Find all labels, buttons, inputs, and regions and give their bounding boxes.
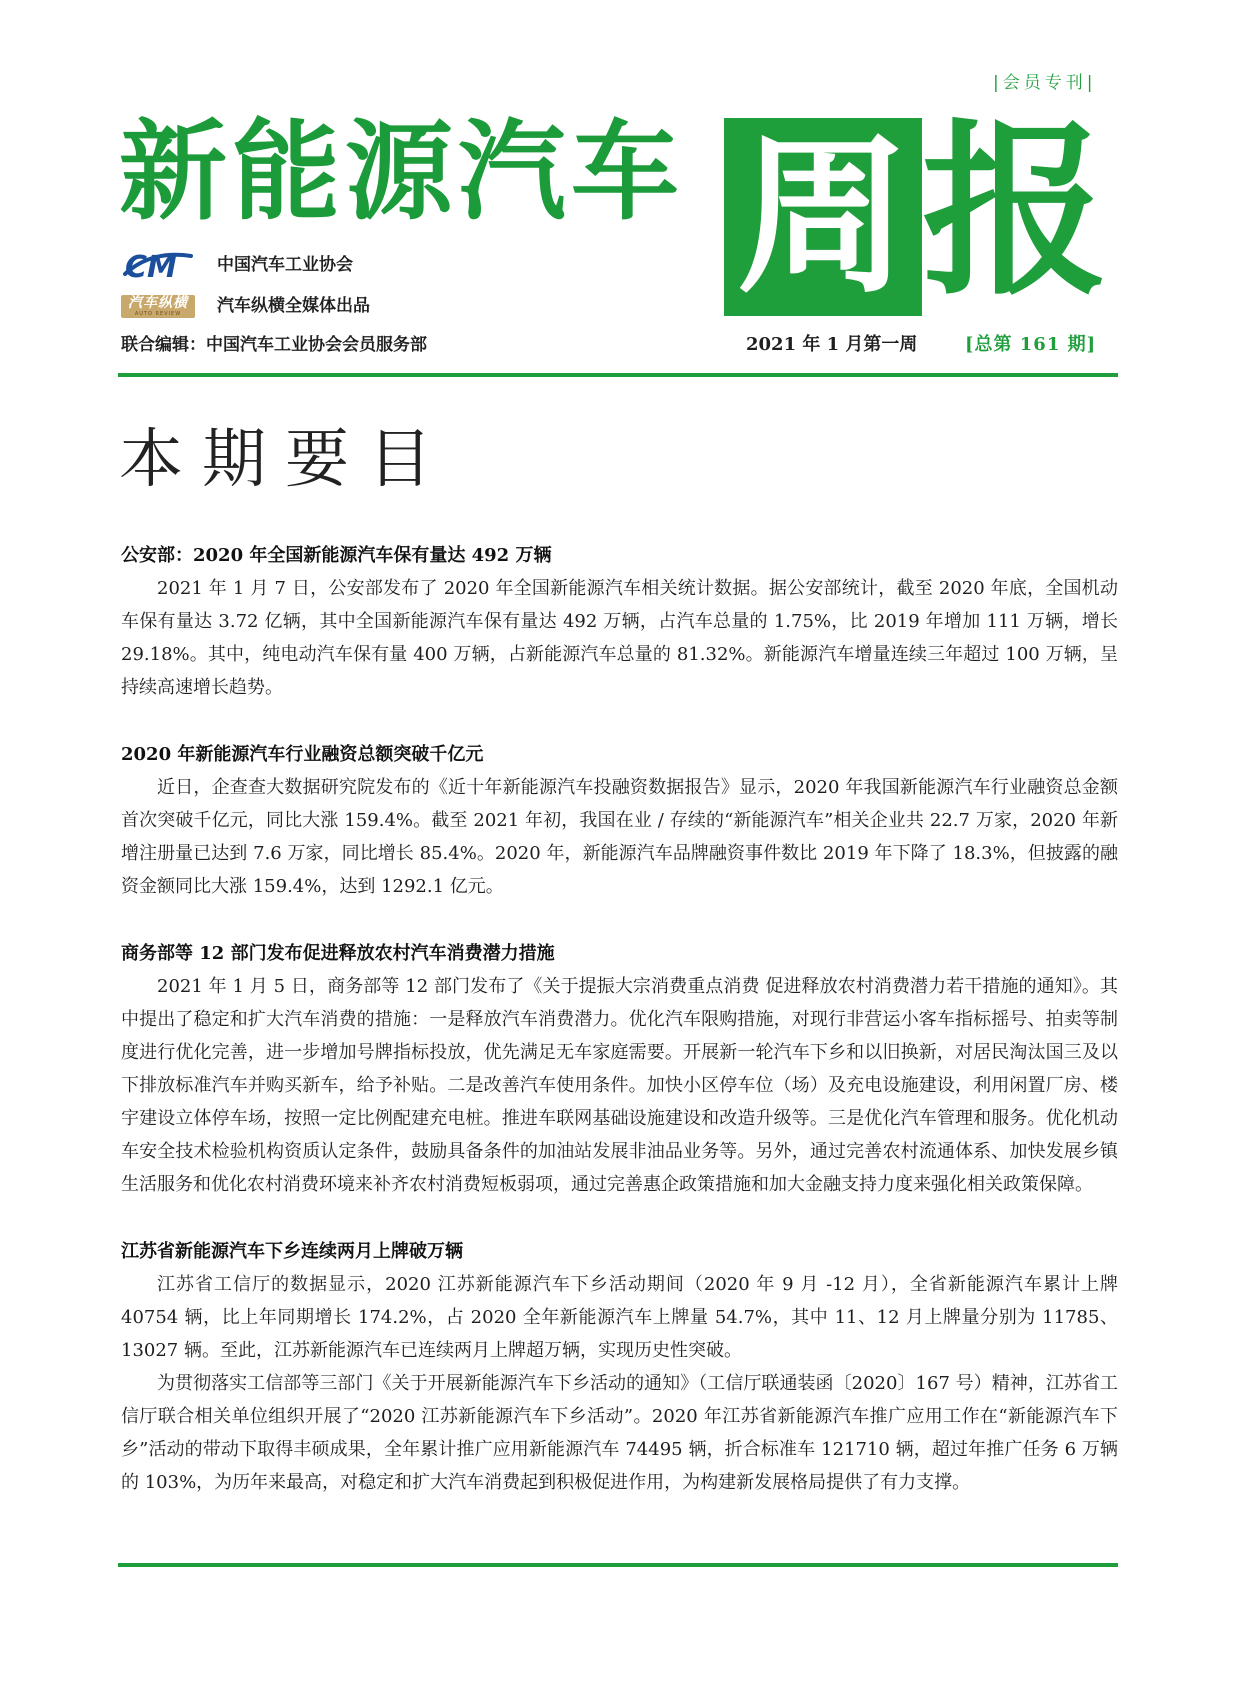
- article: [121, 539, 1118, 704]
- masthead-weekly-box: [724, 118, 922, 316]
- article-heading: 江苏省新能源汽车下乡连续两月上牌破万辆: [121, 1241, 463, 1262]
- article: [121, 738, 1118, 903]
- article-paragraph: 2021 年 1 月 7 日，公安部发布了 2020 年全国新能源汽车相关统计数据。据公安部统计，截至 2020 年底，全国机动车保有量达 3.72 亿辆，其中全国新能源汽车保有量达 492 万辆，占汽车总量的 1.75%，比 2019 年增加 111 万辆，增长 29.18%。其中，纯电动汽车保有量 400 万辆，占新能源汽车总量的 81.32%。新能源汽车增量连续三年超过 100 万辆，呈持续高速增长趋势。: [121, 578, 1118, 698]
- caam-logo-icon: [121, 244, 195, 282]
- media-producer: 汽车纵横全媒体出品: [217, 296, 370, 316]
- auto-review-logo-subtext: AUTO REVIEW: [134, 311, 182, 317]
- header-rule: [118, 373, 1118, 377]
- masthead-side-char: 报: [922, 103, 1109, 320]
- contents-title: 本期要目: [119, 423, 451, 497]
- masthead-title: 新能源汽车: [119, 110, 685, 235]
- article-paragraph: 为贯彻落实工信部等三部门《关于开展新能源汽车下乡活动的通知》（工信厅联通装函〔2020〕167 号）精神，江苏省工信厅联合相关单位组织开展了“2020 江苏新能源汽车下乡活动”。2020 年江苏省新能源汽车推广应用工作在“新能源汽车下乡”活动的带动下取得丰硕成果，全年累计推广应用新能源汽车 74495 辆，折合标准车 121710 辆，超过年推广任务 6 万辆的 103%，为历年来最高，对稳定和扩大汽车消费起到积极促进作用，为构建新发展格局提供了有力支撑。: [121, 1373, 1118, 1493]
- joint-editor: 联合编辑：中国汽车工业协会会员服务部: [121, 335, 427, 355]
- issue-number: [总第 161 期]: [965, 334, 1097, 355]
- article: [121, 1235, 1118, 1499]
- article-heading: 商务部等 12 部门发布促进释放农村汽车消费潜力措施: [121, 943, 555, 964]
- article-paragraph: 近日，企查查大数据研究院发布的《近十年新能源汽车投融资数据报告》显示，2020 年我国新能源汽车行业融资总金额首次突破千亿元，同比大涨 159.4%。截至 2021 年初，我国在业 / 存续的“新能源汽车”相关企业共 22.7 万家，2020 年新增注册量已达到 7.6 万家，同比增长 85.4%。2020 年，新能源汽车品牌融资事件数比 2019 年下降了 18.3%，但披露的融资金额同比大涨 159.4%，达到 1292.1 亿元。: [121, 777, 1118, 897]
- auto-review-logo-lettering: 汽车纵横: [128, 295, 188, 311]
- article-heading: 公安部：2020 年全国新能源汽车保有量达 492 万辆: [121, 545, 552, 566]
- article-paragraph: 江苏省工信厅的数据显示，2020 江苏新能源汽车下乡活动期间（2020 年 9 月 -12 月），全省新能源汽车累计上牌 40754 辆，比上年同期增长 174.2%，占 2020 全年新能源汽车上牌量 54.7%，其中 11、12 月上牌量分别为 11785、13027 辆。至此，江苏新能源汽车已连续两月上牌超万辆，实现历史性突破。: [121, 1274, 1118, 1361]
- auto-review-logo-icon: [121, 295, 195, 318]
- footer-rule: [118, 1563, 1118, 1567]
- article-list: [121, 539, 1118, 1533]
- article-heading: 2020 年新能源汽车行业融资总额突破千亿元: [121, 744, 484, 765]
- issue-date: 2021 年 1 月第一周: [746, 334, 918, 355]
- caam-logo-lettering: CM: [125, 250, 177, 282]
- masthead-box-char: 周: [737, 116, 909, 317]
- article-paragraph: 2021 年 1 月 5 日，商务部等 12 部门发布了《关于提振大宗消费重点消费 促进释放农村消费潜力若干措施的通知》。其中提出了稳定和扩大汽车消费的措施：一是释放汽车消费潜力。优化汽车限购措施，对现行非营运小客车指标摇号、拍卖等制度进行优化完善，进一步增加号牌指标投放，优先满足无车家庭需要。开展新一轮汽车下乡和以旧换新，对居民淘汰国三及以下排放标准汽车并购买新车，给予补贴。二是改善汽车使用条件。加快小区停车位（场）及充电设施建设，利用闲置厂房、楼宇建设立体停车场，按照一定比例配建充电桩。推进车联网基础设施建设和改造升级等。三是优化汽车管理和服务。优化机动车安全技术检验机构资质认定条件，鼓励具备条件的加油站发展非油品业务等。另外，通过完善农村流通体系、加快发展乡镇生活服务和优化农村消费环境来补齐农村消费短板弱项，通过完善惠企政策措施和加大金融支持力度来强化相关政策保障。: [121, 976, 1118, 1195]
- organization-name: 中国汽车工业协会: [217, 255, 353, 275]
- member-edition-tag: |会员专刊|: [993, 73, 1097, 93]
- article: [121, 937, 1118, 1201]
